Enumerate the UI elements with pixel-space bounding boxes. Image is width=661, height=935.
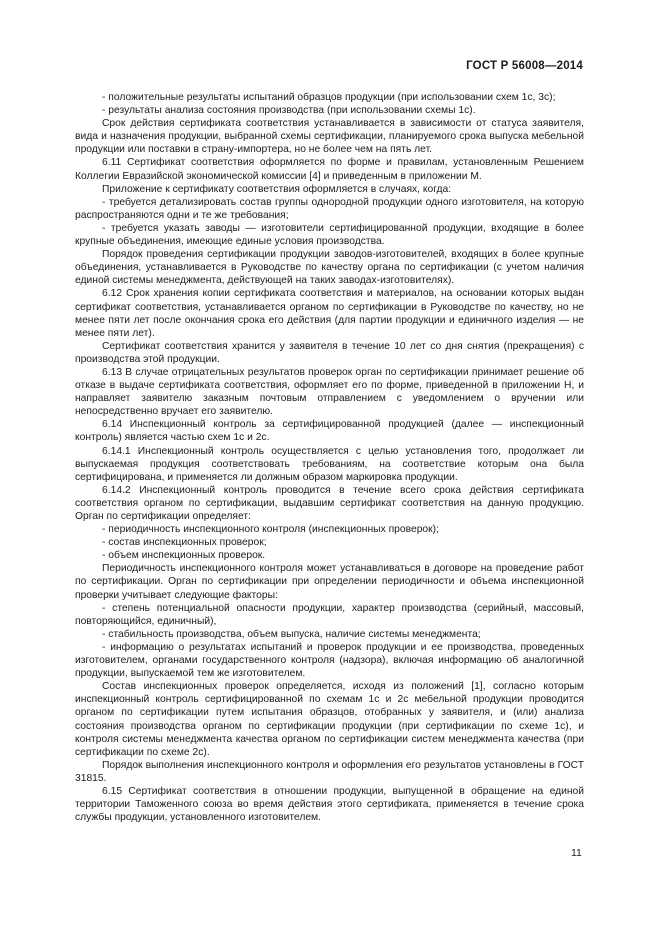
list-item: - требуется детализировать состав группы однородной продукции одного изготовителя, на которую распространяются одни и те же требования; bbox=[75, 196, 584, 221]
clause-6-14-2: 6.14.2 Инспекционный контроль проводится в течение всего срока действия сертификата соответствия органом по сертификации, выдавшим сертификат соответствия на данную продукцию. Орган по сертификации определяет: bbox=[75, 484, 584, 522]
paragraph: Периодичность инспекционного контроля может устанавливаться в договоре на проведение работ по сертификации. Орган по сертификации при определении периодичности и объема инспекционной проверки учитывает следующие факторы: bbox=[75, 563, 584, 601]
list-item: - положительные результаты испытаний образцов продукции (при использовании схем 1с, 3с); bbox=[102, 92, 556, 103]
paragraph: Порядок проведения сертификации продукции заводов-изготовителей, входящих в более крупные объединения, устанавливается в Руководстве по качеству органа по сертификации (с учетом наличия единой системы менеджмента, действующей на таких заводах-изготовителях). bbox=[75, 249, 584, 287]
paragraph: Сертификат соответствия хранится у заявителя в течение 10 лет со дня снятия (прекращения) с производства этой продукции. bbox=[75, 340, 584, 365]
list-item: - объем инспекционных проверок. bbox=[102, 550, 266, 562]
paragraph: Срок действия сертификата соответствия устанавливается в зависимости от статуса заявителя, вида и назначения продукции, выбранной схемы сертификации, планируемого срока выпуска мебельной продукции или поставки в страну-импортера, но не более чем на пять лет. bbox=[75, 118, 584, 156]
list-item: - стабильность производства, объем выпуска, наличие системы менеджмента; bbox=[102, 628, 481, 640]
clause-6-14-1: 6.14.1 Инспекционный контроль осуществляется с целью установления того, продолжает ли выпускаемая продукция соответствовать требованиям, на соответствие которым она была сертифицирована, и применяется ли должным образом маркировка продукции. bbox=[75, 445, 584, 483]
list-item: - информацию о результатах испытаний и проверок продукции и ее производства, проведенных изготовителем, органами государственного контроля (надзора), включая информацию об аналогичной продукции, выпускаемой тем же изготовителем. bbox=[75, 641, 584, 680]
clause-6-15: 6.15 Сертификат соответствия в отношении продукции, выпущенной в обращение на единой территории Таможенного союза во время действия этого сертификата, применяется в течение срока службы продукции, установленного изготовителем. bbox=[75, 785, 584, 824]
paragraph: Порядок выполнения инспекционного контроля и оформления его результатов установлены в ГОСТ 31815. bbox=[75, 759, 584, 784]
list-item: - результаты анализа состояния производства (при использовании схемы 1с). bbox=[102, 105, 476, 117]
clause-6-11: 6.11 Сертификат соответствия оформляется по форме и правилам, установленным Решением Коллегии Евразийской экономической комиссии [4] и приведенным в приложении М. bbox=[75, 157, 584, 182]
list-item: - степень потенциальной опасности продукции, характер производства (серийный, массовый, повторяющийся, единичный), bbox=[75, 602, 584, 627]
document-code-header: ГОСТ Р 56008—2014 bbox=[466, 60, 583, 72]
clause-6-14: 6.14 Инспекционный контроль за сертифицированной продукцией (далее — инспекционный контроль) является частью схем 1с и 2с. bbox=[75, 419, 584, 444]
list-item: - периодичность инспекционного контроля (инспекционных проверок); bbox=[102, 524, 439, 536]
clause-6-13: 6.13 В случае отрицательных результатов проверок орган по сертификации принимает решение об отказе в выдаче сертификата соответствия, оформляет его по форме, приведенной в приложении Н, и направляет заявителю заказным почтовым отправлением с уведомлением о вручении или непосредственно вручает его заявителю. bbox=[75, 366, 584, 418]
list-item: - требуется указать заводы — изготовители сертифицированной продукции, входящие в более крупные объединения, имеющие единые условия производства. bbox=[75, 222, 584, 248]
paragraph: Состав инспекционных проверок определяется, исходя из положений [1], согласно которым инспекционный контроль сертифицированной по схемам 1с и 2с мебельной продукции проводится органом по сертификации путем испытания образцов, отобранных у заявителя, и (или) анализа состояния производства органом по сертификации продукции (при сертификации по схеме 1с), и контроля системы менеджмента качества органом по сертификации систем менеджмента качества (при сертификации по схеме 2с). bbox=[75, 681, 584, 758]
page-number: 11 bbox=[571, 847, 582, 859]
clause-6-12: 6.12 Срок хранения копии сертификата соответствия и материалов, на основании которых выдан сертификат соответствия, устанавливается органом по сертификации в Руководстве по качеству, но не менее пяти лет после окончания срока его действия (для партии продукции и единичного изделия — не менее пяти лет). bbox=[75, 288, 584, 339]
list-item: - состав инспекционных проверок; bbox=[102, 537, 267, 549]
document-body bbox=[75, 91, 584, 824]
paragraph: Приложение к сертификату соответствия оформляется в случаях, когда: bbox=[102, 183, 452, 195]
